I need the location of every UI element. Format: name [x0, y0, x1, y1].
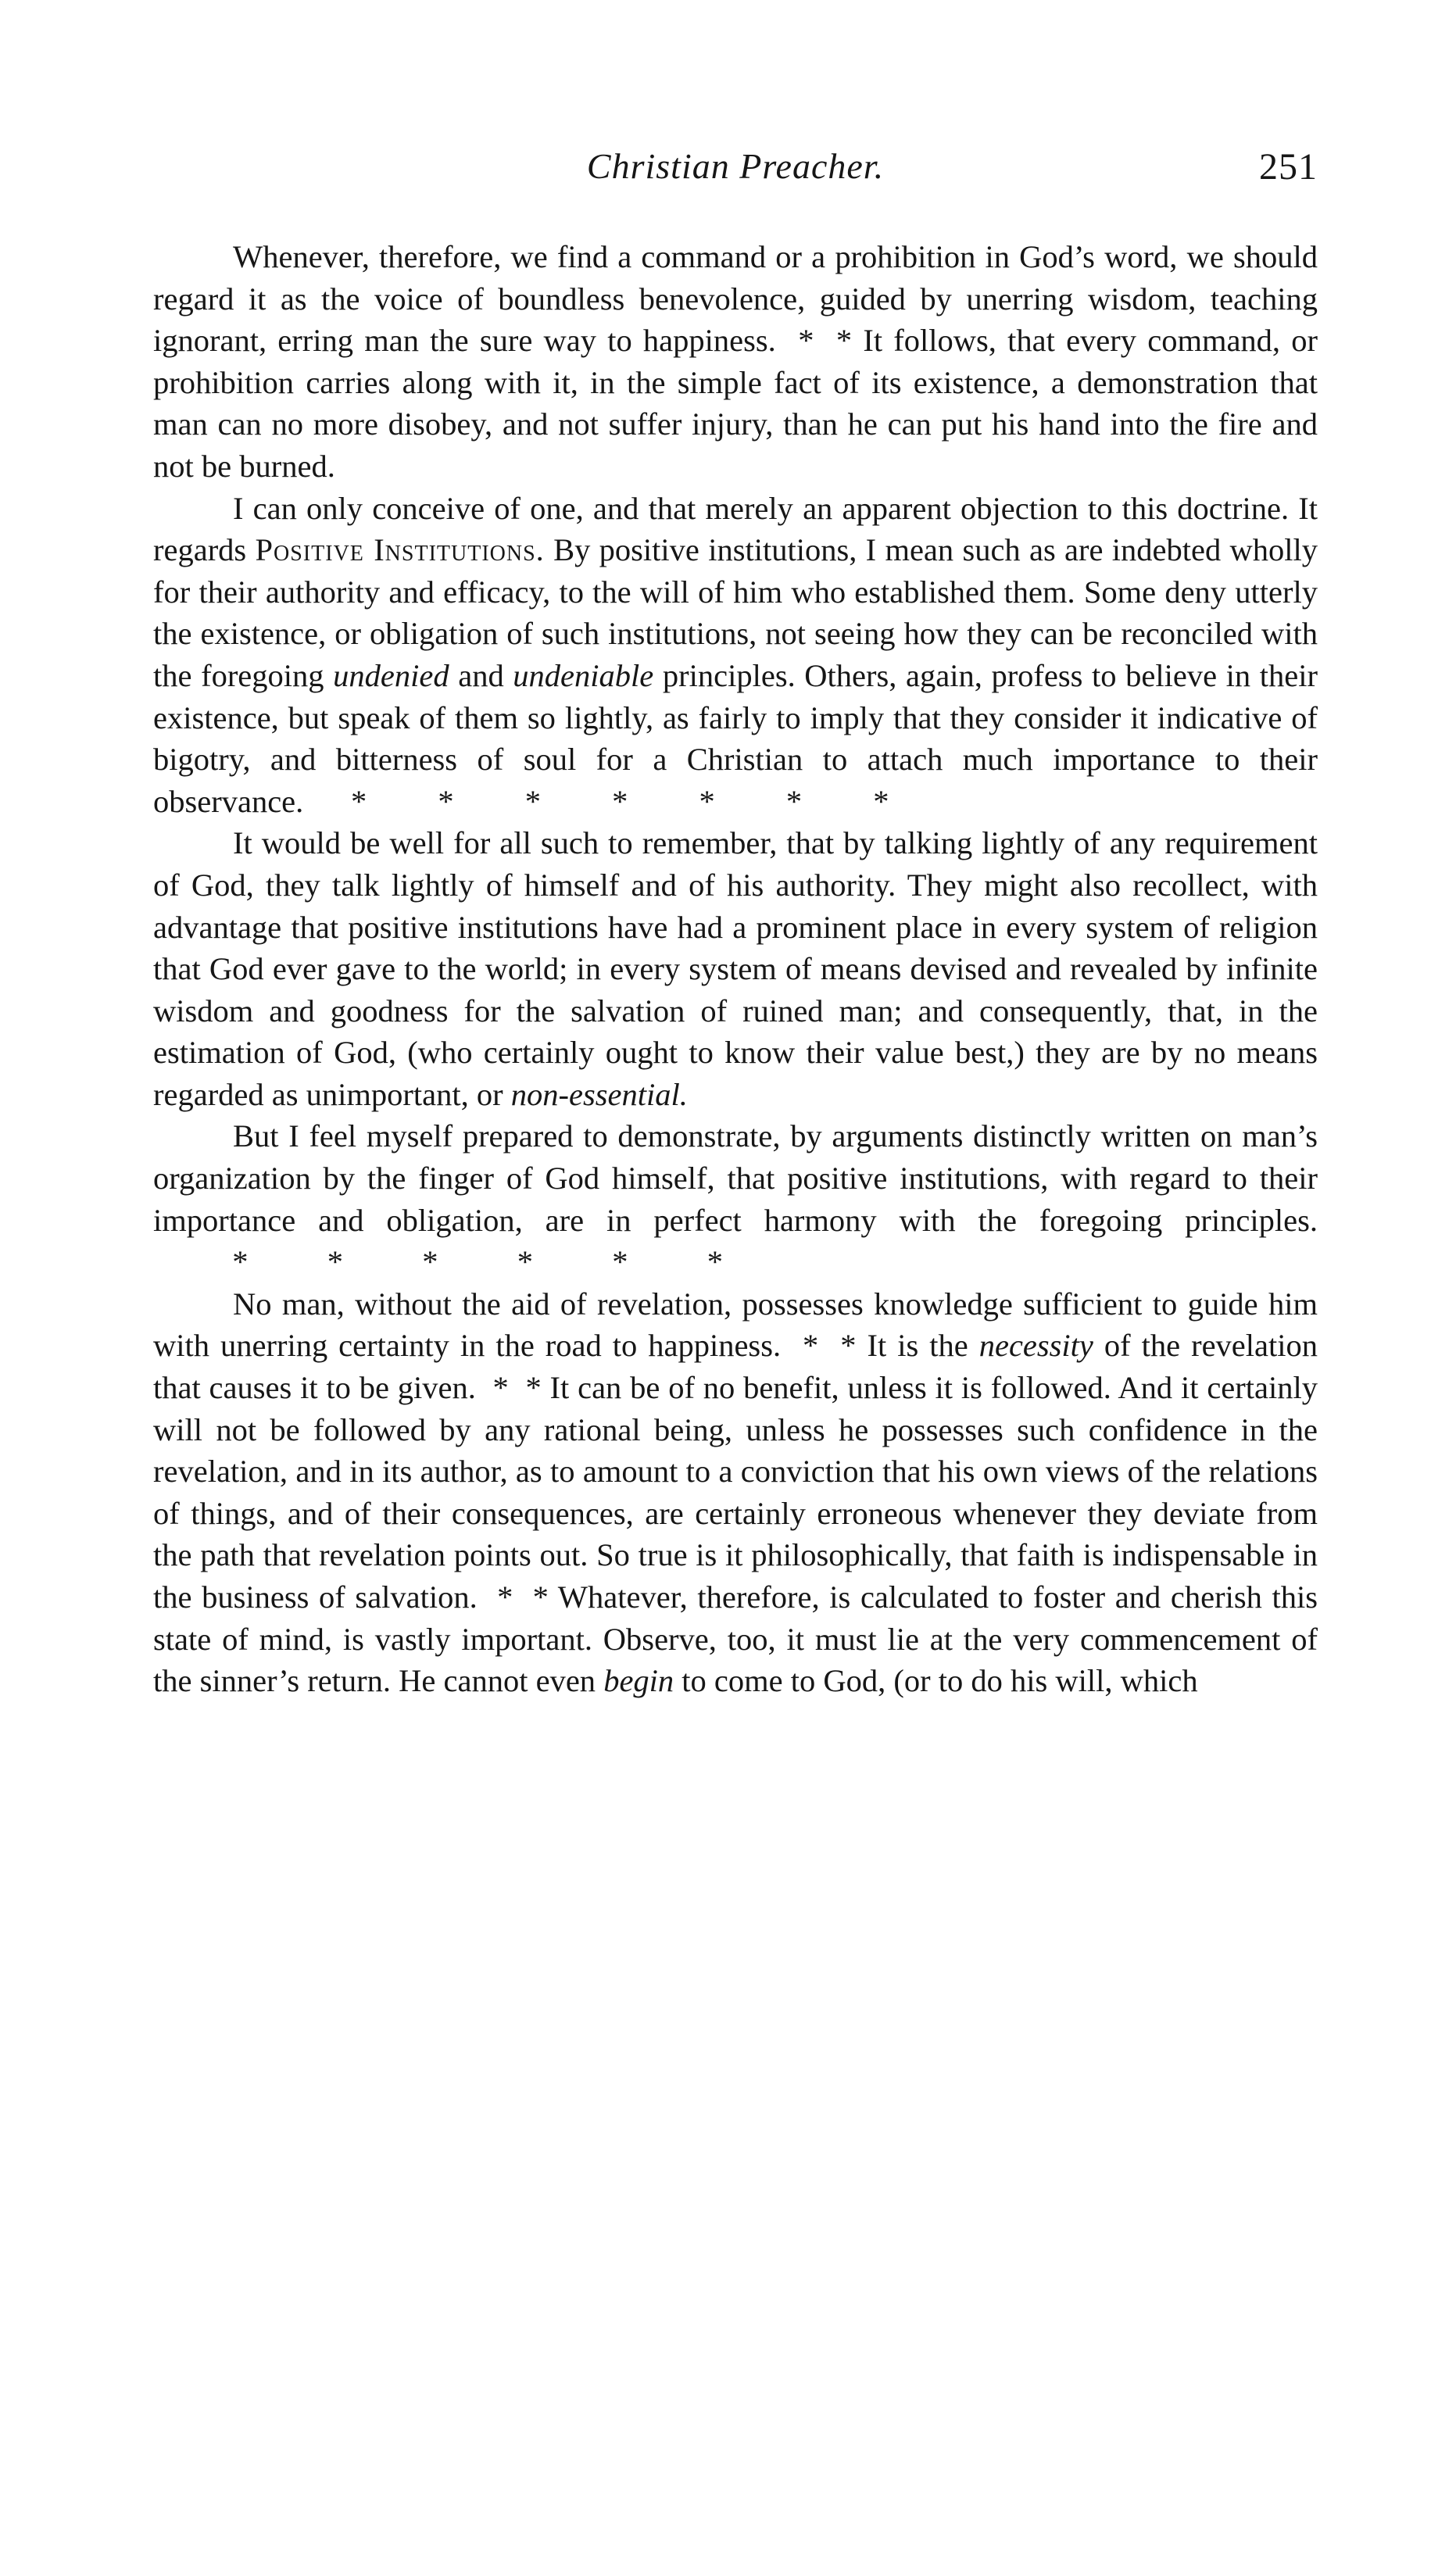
text-run: It would be well for all such to remember, that by talking lightly of any requirement of God, they talk lightly of himself and of his authority. They might also recollect, with advantage that positive institutions have had a prominent place in every system of religion that God ever gave to the world; in every system of means devised and revealed by infinite wisdom and goodness for the salvation of ruined man; and consequently, that, in the estimation of God, (who certainly ought to know their value best,) they are by no means regarded as unimportant, or: [153, 825, 1318, 1112]
text-run: of the revelation that causes it to be given. * * It can be of no benefit, unless it is followed. And it certainly will not be followed by any rational being, unless he possesses such confidence in the revelation, and in its author, as to amount to a conviction that his own views of the relations of things, and of their consequences, are certainly erroneous whenever they deviate from the path that revelation points out. So true is it philosophically, that faith is indispensable in the business of salvation. * * Whatever, therefore, is calculated to foster and cherish this state of mind, is vastly important. Observe, too, it must lie at the very commencement of the sinner’s return. He cannot even: [153, 1328, 1318, 1699]
paragraph: [153, 822, 1318, 1115]
text-run: to come to God, (or to do his will, which: [674, 1663, 1198, 1699]
italic-term: non-essential.: [510, 1076, 688, 1112]
small-caps-term: Positive Institutions.: [255, 532, 545, 568]
paragraph: [153, 1283, 1318, 1702]
paragraph: [153, 488, 1318, 823]
text-run: I can only conceive of one, and that merely an apparent objection to this doctrine. It regards: [153, 490, 1318, 568]
paragraph: [153, 236, 1318, 488]
italic-term: undeniable: [513, 657, 654, 693]
italic-term: undenied: [333, 657, 449, 693]
text-run: principles. Others, again, profess to believe in their existence, but speak of them so lightly, as fairly to imply that they consider it indicative of bigotry, and bitterness of soul for a Christian to attach much importance to their observance. * * * * * * *: [153, 657, 1318, 819]
text-run: By positive institutions, I mean such as are indebted wholly for their authority and efficacy, to the will of him who established them. Some deny utterly the existence, or obligation of such institutions, not seeing how they can be reconciled with the foregoing: [153, 532, 1318, 693]
paragraph: [153, 1115, 1318, 1282]
text-run: No man, without the aid of revelation, possesses knowledge sufficient to guide him with unerring certainty in the road to happiness. * * It is the: [153, 1286, 1318, 1364]
page-number: 251: [1259, 146, 1318, 188]
page-header: [153, 145, 1318, 197]
body-text: [153, 236, 1318, 1702]
text-run: But I feel myself prepared to demonstrate, by arguments distinctly written on man’s organization by the finger of God himself, that positive institutions, with regard to their importance and obligation, are in perfect harmony with the foregoing principles. * * * * * *: [153, 1118, 1318, 1280]
italic-term: begin: [603, 1663, 674, 1699]
running-title: Christian Preacher.: [586, 146, 885, 186]
text-run: and: [449, 657, 513, 693]
italic-term: necessity: [978, 1328, 1093, 1364]
text-run: Whenever, therefore, we find a command or a prohibition in God’s word, we should regard it as the voice of boundless benevolence, guided by unerring wisdom, teaching ignorant, erring man the sure way to happiness. * * It follows, that every command, or prohibition carries along with it, in the simple fact of its existence, a demonstration that man can no more disobey, and not suffer injury, than he can put his hand into the fire and not be burned.: [153, 239, 1318, 484]
